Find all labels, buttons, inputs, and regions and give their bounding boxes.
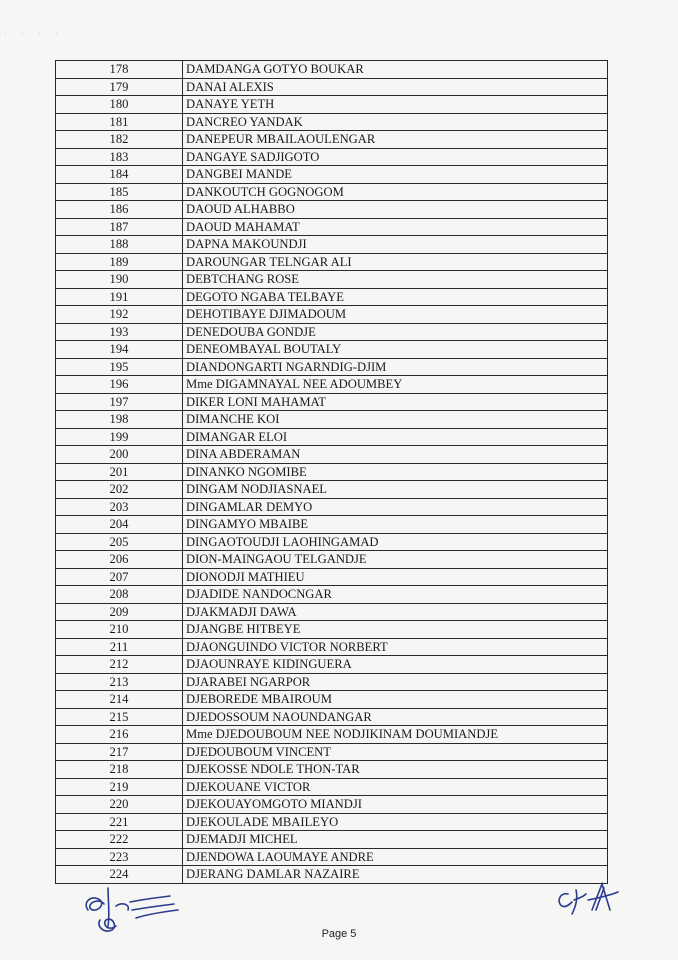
table-row: [56, 743, 608, 761]
table-row: [56, 691, 608, 709]
row-name: DEGOTO NGABA TELBAYE: [183, 288, 608, 306]
row-name: DEBTCHANG ROSE: [183, 271, 608, 289]
row-number: 220: [56, 796, 183, 814]
row-name: DJEDOUBOUM VINCENT: [183, 743, 608, 761]
row-number: 183: [56, 148, 183, 166]
row-name: DJEKOULADE MBAILEYO: [183, 813, 608, 831]
table-row: [56, 148, 608, 166]
row-number: 189: [56, 253, 183, 271]
row-number: 199: [56, 428, 183, 446]
row-name: DEHOTIBAYE DJIMADOUM: [183, 306, 608, 324]
row-name: DANGBEI MANDE: [183, 166, 608, 184]
row-name: DANGAYE SADJIGOTO: [183, 148, 608, 166]
table-row: [56, 848, 608, 866]
table-row: [56, 306, 608, 324]
table-row: [56, 341, 608, 359]
row-number: 187: [56, 218, 183, 236]
table-row: [56, 218, 608, 236]
row-name: DIKER LONI MAHAMAT: [183, 393, 608, 411]
table-row: [56, 463, 608, 481]
table-row: [56, 96, 608, 114]
row-name: DANAYE YETH: [183, 96, 608, 114]
page-number: Page 5: [321, 928, 357, 940]
row-number: 203: [56, 498, 183, 516]
row-name: DAMDANGA GOTYO BOUKAR: [183, 61, 608, 79]
row-name: DIANDONGARTI NGARNDIG-DJIM: [183, 358, 608, 376]
table-row: [56, 411, 608, 429]
table-row: [56, 778, 608, 796]
table-row: [56, 78, 608, 96]
row-number: 206: [56, 551, 183, 569]
row-name: DAOUD ALHABBO: [183, 201, 608, 219]
row-number: 195: [56, 358, 183, 376]
table-row: [56, 761, 608, 779]
row-number: 221: [56, 813, 183, 831]
row-number: 179: [56, 78, 183, 96]
row-number: 188: [56, 236, 183, 254]
table-row: [56, 236, 608, 254]
row-number: 219: [56, 778, 183, 796]
row-name: DJARABEI NGARPOR: [183, 673, 608, 691]
row-name: DJANGBE HITBEYE: [183, 621, 608, 639]
table-row: [56, 726, 608, 744]
row-number: 215: [56, 708, 183, 726]
row-number: 218: [56, 761, 183, 779]
table-row: [56, 481, 608, 499]
row-number: 210: [56, 621, 183, 639]
row-name: DJEMADJI MICHEL: [183, 831, 608, 849]
row-name: DJAKMADJI DAWA: [183, 603, 608, 621]
row-number: 185: [56, 183, 183, 201]
table-row: [56, 638, 608, 656]
table-row: [56, 446, 608, 464]
row-number: 191: [56, 288, 183, 306]
row-number: 208: [56, 586, 183, 604]
row-name: DJADIDE NANDOCNGAR: [183, 586, 608, 604]
table-row: [56, 603, 608, 621]
row-number: 222: [56, 831, 183, 849]
row-name: DINGAMLAR DEMYO: [183, 498, 608, 516]
row-name: DAPNA MAKOUNDJI: [183, 236, 608, 254]
row-name: DAOUD MAHAMAT: [183, 218, 608, 236]
row-number: 178: [56, 61, 183, 79]
table-row: [56, 288, 608, 306]
row-number: 186: [56, 201, 183, 219]
row-name: DJENDOWA LAOUMAYE ANDRE: [183, 848, 608, 866]
names-table: [55, 60, 608, 884]
table-row: [56, 131, 608, 149]
table-row: [56, 796, 608, 814]
row-number: 209: [56, 603, 183, 621]
table-row: [56, 498, 608, 516]
signature-right-icon: [552, 880, 622, 922]
row-number: 193: [56, 323, 183, 341]
table-row: [56, 61, 608, 79]
table-row: [56, 253, 608, 271]
row-name: DJEKOUAYOMGOTO MIANDJI: [183, 796, 608, 814]
row-number: 196: [56, 376, 183, 394]
row-number: 204: [56, 516, 183, 534]
row-name: Mme DJEDOUBOUM NEE NODJIKINAM DOUMIANDJE: [183, 726, 608, 744]
row-number: 213: [56, 673, 183, 691]
table-row: [56, 166, 608, 184]
table-row: [56, 831, 608, 849]
row-name: DENEDOUBA GONDJE: [183, 323, 608, 341]
scan-specks: · · · ·: [4, 30, 64, 39]
row-number: 205: [56, 533, 183, 551]
row-name: DIMANGAR ELOI: [183, 428, 608, 446]
row-number: 223: [56, 848, 183, 866]
row-name: DJEDOSSOUM NAOUNDANGAR: [183, 708, 608, 726]
row-name: DION-MAINGAOU TELGANDJE: [183, 551, 608, 569]
table-row: [56, 428, 608, 446]
table-row: [56, 568, 608, 586]
row-number: 192: [56, 306, 183, 324]
row-name: DINANKO NGOMIBE: [183, 463, 608, 481]
table-row: [56, 551, 608, 569]
names-table-body: [56, 61, 608, 884]
row-number: 207: [56, 568, 183, 586]
row-name: Mme DIGAMNAYAL NEE ADOUMBEY: [183, 376, 608, 394]
row-number: 201: [56, 463, 183, 481]
row-number: 182: [56, 131, 183, 149]
table-row: [56, 271, 608, 289]
row-name: DINA ABDERAMAN: [183, 446, 608, 464]
row-name: DANEPEUR MBAILAOULENGAR: [183, 131, 608, 149]
table-row: [56, 708, 608, 726]
table-row: [56, 586, 608, 604]
table-row: [56, 656, 608, 674]
row-name: DAROUNGAR TELNGAR ALI: [183, 253, 608, 271]
row-name: DANKOUTCH GOGNOGOM: [183, 183, 608, 201]
row-number: 190: [56, 271, 183, 289]
row-number: 224: [56, 866, 183, 884]
row-name: DIMANCHE KOI: [183, 411, 608, 429]
row-name: DIONODJI MATHIEU: [183, 568, 608, 586]
row-name: DINGAOTOUDJI LAOHINGAMAD: [183, 533, 608, 551]
row-number: 200: [56, 446, 183, 464]
table-row: [56, 376, 608, 394]
table-row: [56, 621, 608, 639]
table-row: [56, 516, 608, 534]
table-row: [56, 533, 608, 551]
row-number: 214: [56, 691, 183, 709]
row-name: DJEBOREDE MBAIROUM: [183, 691, 608, 709]
table-row: [56, 358, 608, 376]
table-row: [56, 113, 608, 131]
row-number: 197: [56, 393, 183, 411]
row-number: 181: [56, 113, 183, 131]
row-number: 198: [56, 411, 183, 429]
row-number: 212: [56, 656, 183, 674]
table-row: [56, 393, 608, 411]
row-number: 184: [56, 166, 183, 184]
table-row: [56, 323, 608, 341]
row-number: 180: [56, 96, 183, 114]
table-row: [56, 201, 608, 219]
row-name: DINGAM NODJIASNAEL: [183, 481, 608, 499]
table-row: [56, 673, 608, 691]
row-number: 202: [56, 481, 183, 499]
row-number: 217: [56, 743, 183, 761]
row-name: DJAOUNRAYE KIDINGUERA: [183, 656, 608, 674]
row-name: DANAI ALEXIS: [183, 78, 608, 96]
row-name: DANCREO YANDAK: [183, 113, 608, 131]
row-number: 194: [56, 341, 183, 359]
row-number: 216: [56, 726, 183, 744]
row-name: DJEKOUANE VICTOR: [183, 778, 608, 796]
row-name: DENEOMBAYAL BOUTALY: [183, 341, 608, 359]
table-row: [56, 813, 608, 831]
table-row: [56, 183, 608, 201]
row-name: DJAONGUINDO VICTOR NORBERT: [183, 638, 608, 656]
row-number: 211: [56, 638, 183, 656]
row-name: DINGAMYO MBAIBE: [183, 516, 608, 534]
row-name: DJEKOSSE NDOLE THON-TAR: [183, 761, 608, 779]
row-name: DJERANG DAMLAR NAZAIRE: [183, 866, 608, 884]
